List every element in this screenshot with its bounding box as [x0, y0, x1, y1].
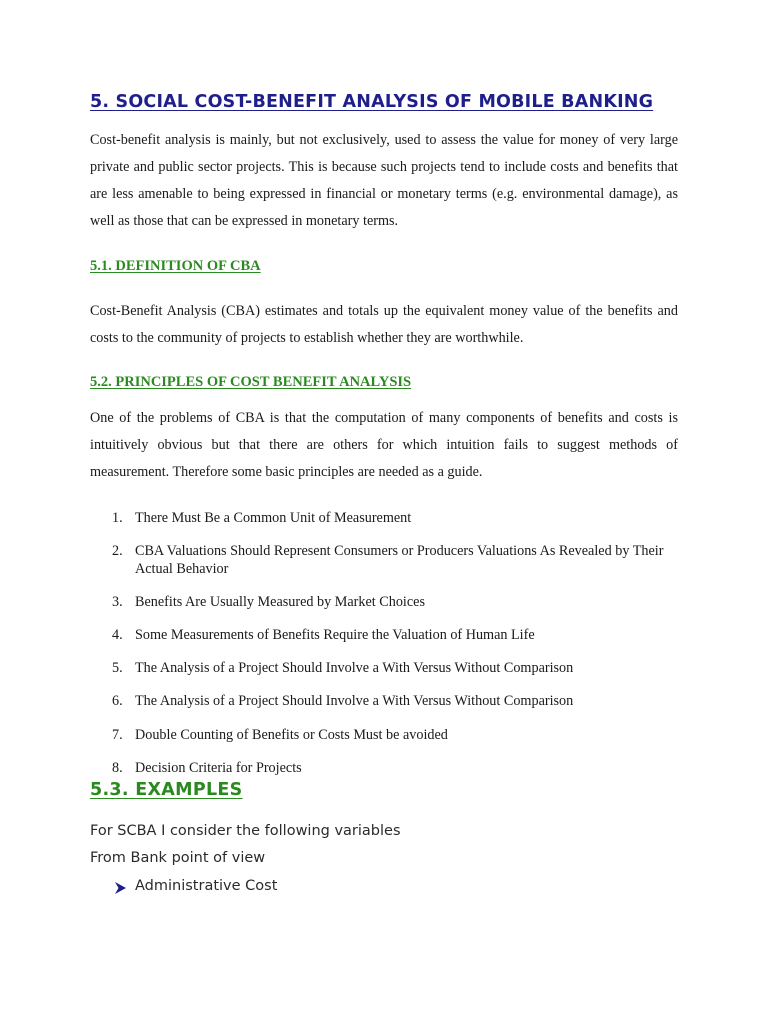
list-item-text: CBA Valuations Should Represent Consumers or Producers Valuations As Revealed by Their Actual Behavior — [135, 543, 664, 577]
section-5-3-heading: 5.3. EXAMPLES — [90, 780, 243, 800]
main-heading: 5. SOCIAL COST-BENEFIT ANALYSIS OF MOBILE BANKING — [90, 92, 654, 112]
list-item-number: 2. — [112, 543, 123, 559]
list-item-text: Decision Criteria for Projects — [135, 760, 302, 776]
list-item-number: 4. — [112, 627, 123, 643]
examples-intro-line: For SCBA I consider the following variables — [90, 823, 401, 839]
list-item-text: There Must Be a Common Unit of Measurement — [135, 510, 412, 526]
section-5-2-body: One of the problems of CBA is that the computation of many components of benefits and costs is intuitively obvious but that there are others for which intuition fails to suggest methods of measurement. Therefore some basic principles are needed as a guide. — [90, 410, 678, 480]
list-item-number: 5. — [112, 660, 123, 676]
list-item-number: 3. — [112, 594, 123, 610]
intro-paragraph: Cost-benefit analysis is mainly, but not exclusively, used to assess the value for money of very large private and public sector projects. This is because such projects tend to include costs and benefits that are less amenable to being expressed in financial or monetary terms (e.g. environmental damage), as well as those that can be expressed in monetary terms. — [90, 132, 678, 229]
list-item-number: 6. — [112, 693, 123, 709]
list-item-text: Benefits Are Usually Measured by Market Choices — [135, 594, 425, 610]
list-item-text: Some Measurements of Benefits Require the Valuation of Human Life — [135, 627, 535, 643]
bank-view-line: From Bank point of view — [90, 850, 266, 866]
bullet-item-administrative-cost: Administrative Cost — [135, 878, 278, 894]
list-item-number: 7. — [112, 727, 123, 743]
list-item-number: 8. — [112, 760, 123, 776]
arrowhead-bullet-icon — [114, 881, 127, 895]
section-5-2-heading: 5.2. PRINCIPLES OF COST BENEFIT ANALYSIS — [90, 374, 412, 390]
list-item-text: The Analysis of a Project Should Involve a With Versus Without Comparison — [135, 693, 574, 709]
section-5-1-heading: 5.1. DEFINITION OF CBA — [90, 258, 261, 274]
list-item-text: Double Counting of Benefits or Costs Must be avoided — [135, 727, 448, 743]
list-item-number: 1. — [112, 510, 123, 526]
section-5-1-body: Cost-Benefit Analysis (CBA) estimates and totals up the equivalent money value of the benefits and costs to the community of projects to establish whether they are worthwhile. — [90, 303, 678, 346]
list-item-text: The Analysis of a Project Should Involve a With Versus Without Comparison — [135, 660, 574, 676]
